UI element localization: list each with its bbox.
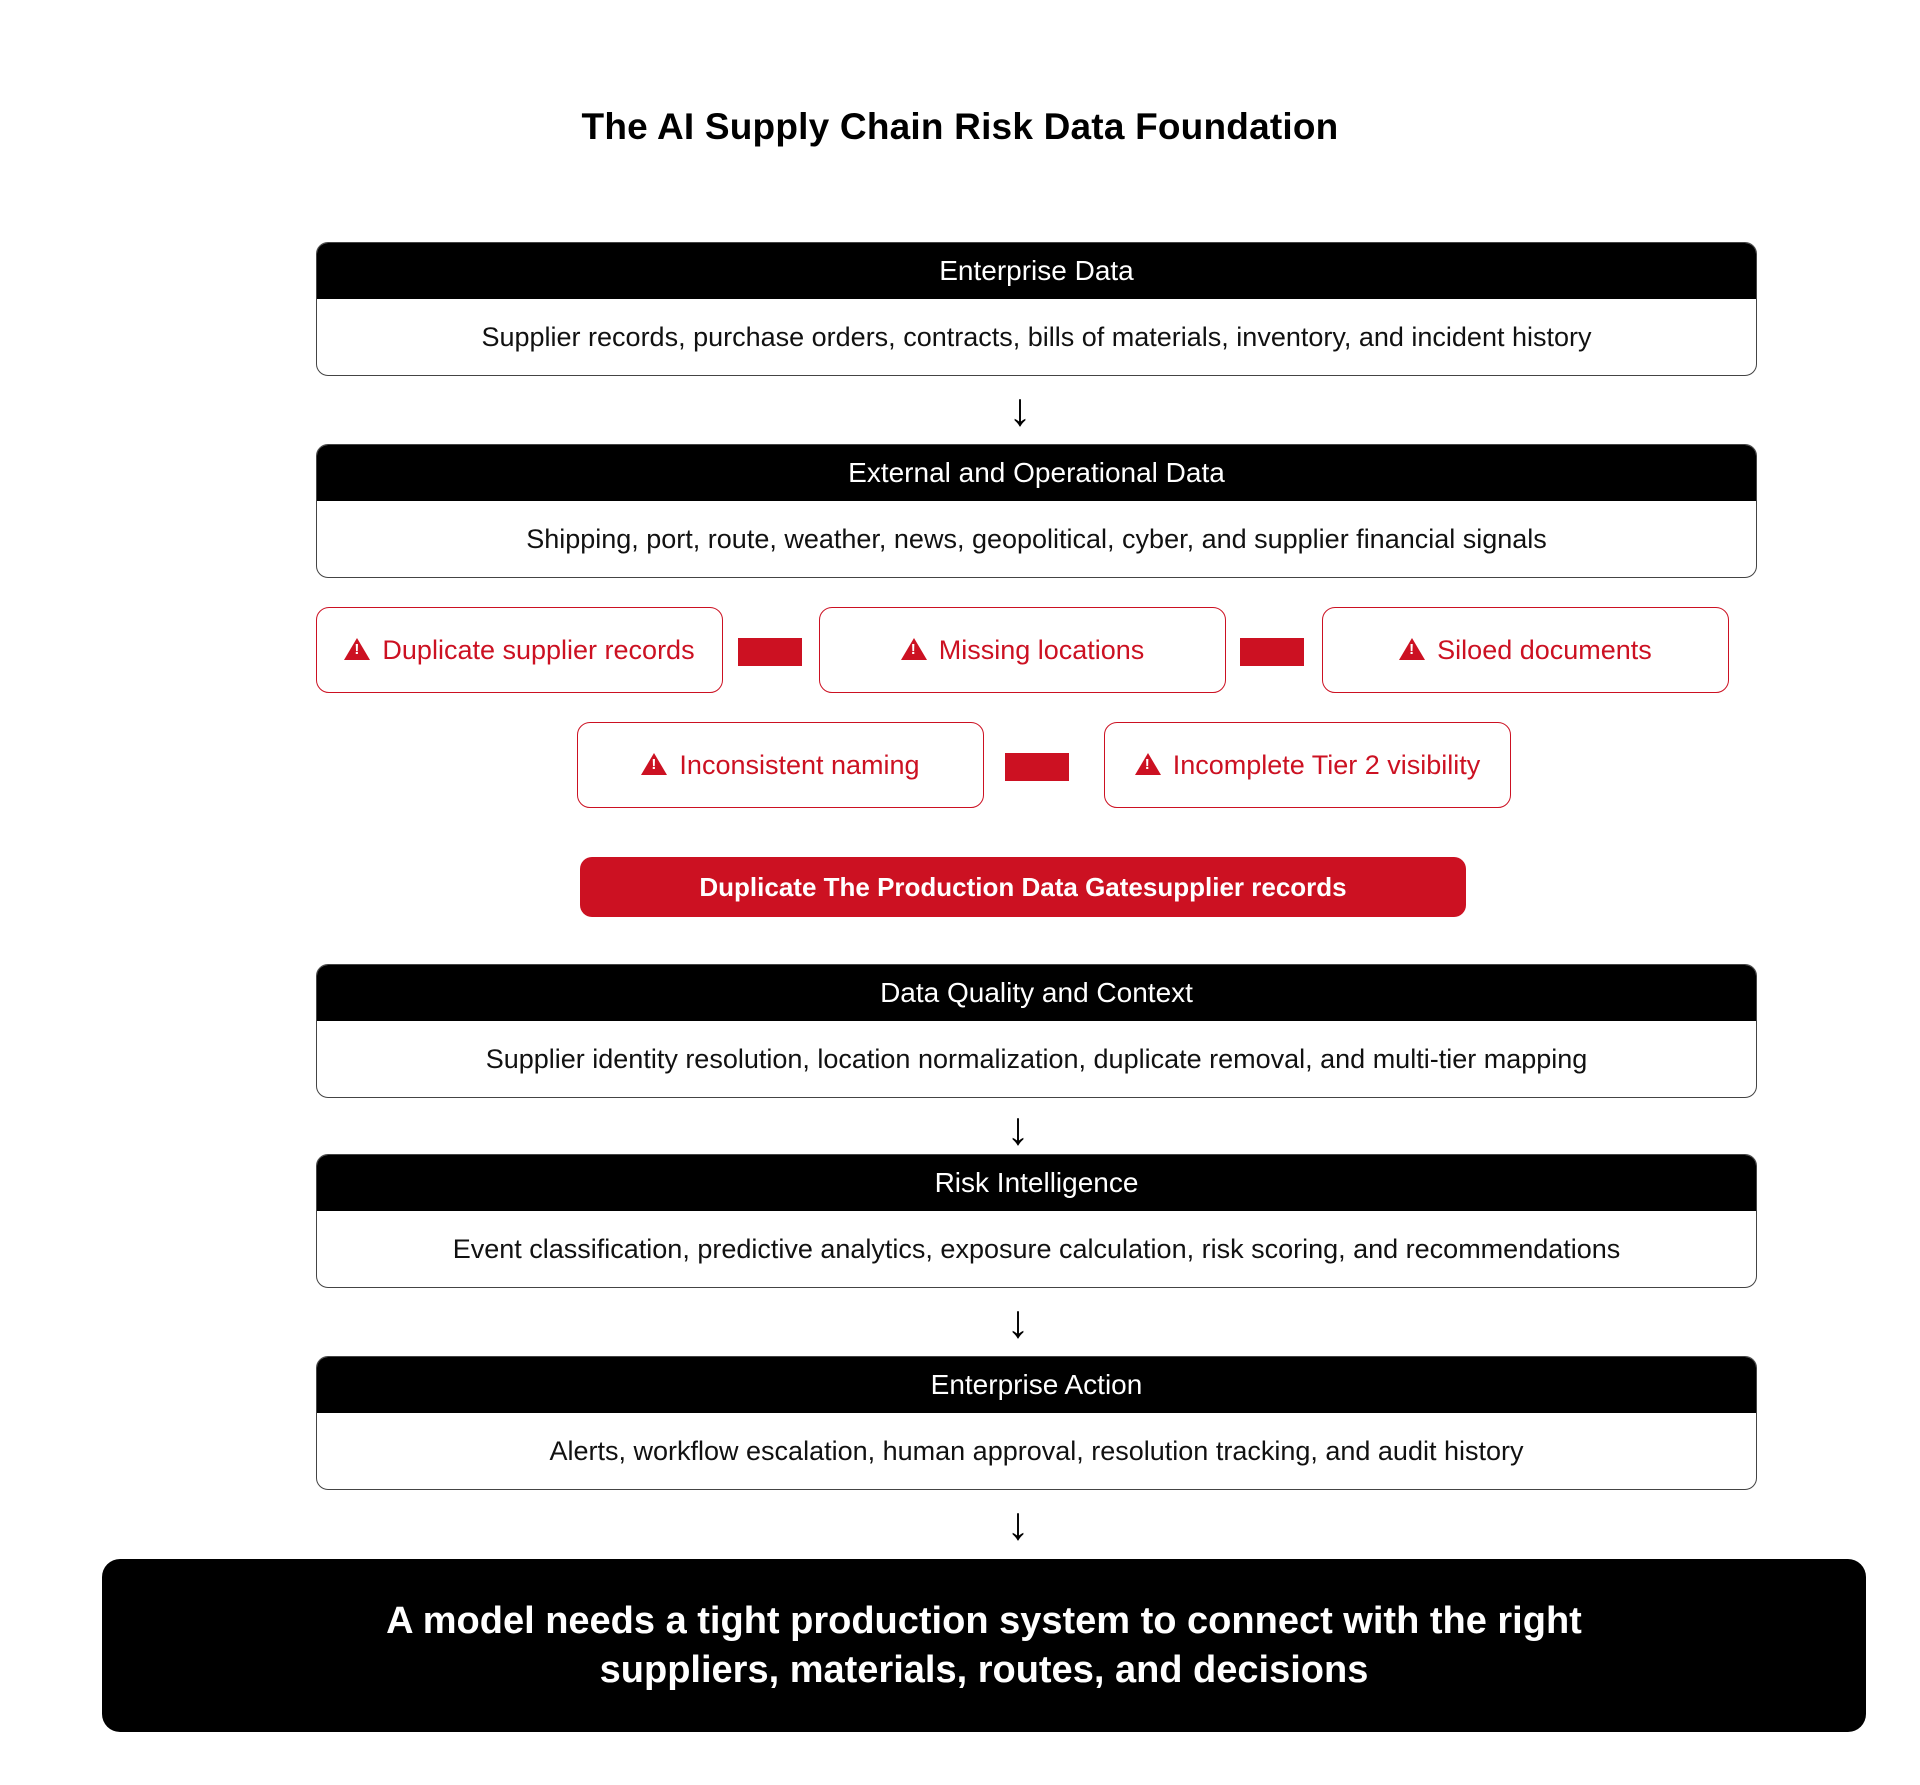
layer-description: Supplier records, purchase orders, contracts, bills of materials, inventory, and incident history bbox=[481, 321, 1592, 352]
issue-connector bbox=[1240, 638, 1304, 666]
layer-heading: Enterprise Data bbox=[317, 243, 1756, 299]
layer-enterprise-action bbox=[316, 1356, 1757, 1490]
issue-siloed-documents bbox=[1322, 607, 1729, 693]
layer-enterprise-data bbox=[316, 242, 1757, 376]
layer-data-quality-context bbox=[316, 964, 1757, 1098]
warning-triangle-icon bbox=[641, 753, 667, 775]
layer-risk-intelligence bbox=[316, 1154, 1757, 1288]
issue-connector bbox=[1005, 753, 1069, 781]
warning-triangle-icon bbox=[1135, 753, 1161, 775]
conclusion-line-2: suppliers, materials, routes, and decisions bbox=[599, 1648, 1369, 1691]
issue-missing-locations bbox=[819, 607, 1226, 693]
issue-label: Inconsistent naming bbox=[679, 749, 920, 780]
issue-label: Incomplete Tier 2 visibility bbox=[1172, 749, 1481, 780]
issue-incomplete-tier-2-visibility bbox=[1104, 722, 1511, 808]
issue-label: Siloed documents bbox=[1437, 634, 1652, 665]
page-title: The AI Supply Chain Risk Data Foundation bbox=[581, 106, 1339, 147]
layer-heading: External and Operational Data bbox=[317, 445, 1756, 501]
production-data-gate: Duplicate The Production Data Gatesupplier records bbox=[580, 857, 1466, 917]
arrow-down-icon: ↓ bbox=[1006, 1497, 1030, 1549]
issue-duplicate-supplier-records bbox=[316, 607, 723, 693]
issue-label: Duplicate supplier records bbox=[382, 634, 695, 665]
layer-heading: Risk Intelligence bbox=[317, 1155, 1756, 1211]
layer-description: Supplier identity resolution, location normalization, duplicate removal, and multi-tier mapping bbox=[485, 1043, 1588, 1074]
warning-triangle-icon bbox=[1399, 638, 1425, 660]
layer-description: Alerts, workflow escalation, human approval, resolution tracking, and audit history bbox=[549, 1435, 1524, 1466]
arrow-down-icon: ↓ bbox=[1006, 1102, 1030, 1154]
warning-triangle-icon bbox=[901, 638, 927, 660]
layer-heading: Data Quality and Context bbox=[317, 965, 1756, 1021]
arrow-down-icon: ↓ bbox=[1008, 383, 1032, 435]
issue-connector bbox=[738, 638, 802, 666]
conclusion-line-1: A model needs a tight production system to connect with the right bbox=[386, 1599, 1582, 1642]
warning-triangle-icon bbox=[344, 638, 370, 660]
layer-description: Event classification, predictive analytics, exposure calculation, risk scoring, and recommendations bbox=[452, 1233, 1621, 1264]
layer-external-operational-data bbox=[316, 444, 1757, 578]
layer-description: Shipping, port, route, weather, news, geopolitical, cyber, and supplier financial signals bbox=[526, 523, 1547, 554]
conclusion-banner bbox=[102, 1559, 1866, 1732]
issue-label: Missing locations bbox=[938, 634, 1145, 665]
arrow-down-icon: ↓ bbox=[1006, 1295, 1030, 1347]
layer-heading: Enterprise Action bbox=[317, 1357, 1756, 1413]
issue-inconsistent-naming bbox=[577, 722, 984, 808]
